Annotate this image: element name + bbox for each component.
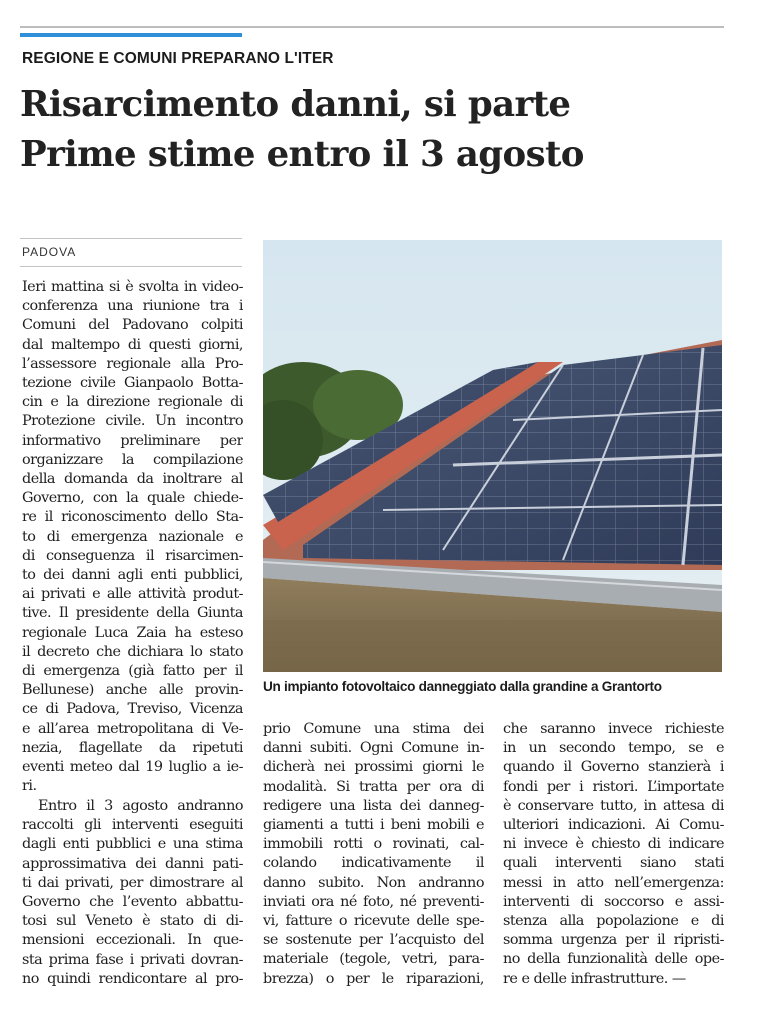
solar-panel-roof-photo (263, 240, 722, 672)
text-line: tosi sul Veneto è stato di di- (22, 913, 243, 930)
text-line: e all’area metropolitana di Ve- (22, 720, 243, 737)
text-line: cin e la direzione regionale di (22, 394, 243, 411)
text-line: colando indicativamente il (263, 855, 484, 872)
text-line: to di emergenza nazionale e (22, 528, 243, 545)
photo-caption: Un impianto fotovoltaico danneggiato dalla grandine a Grantorto (263, 679, 662, 694)
article-photo (263, 240, 722, 672)
text-line: mensioni eccezionali. In que- (22, 932, 243, 949)
column-rule (20, 266, 242, 267)
text-line: della domanda da inoltrare al (22, 471, 243, 488)
text-line: giamenti a tutti i beni mobili e (263, 817, 484, 834)
text-line: no quindi rendicontare al pro- (22, 970, 243, 987)
text-line: regionale Luca Zaia ha esteso (22, 624, 243, 641)
text-line: vi, fatture o ricevute delle spe- (263, 913, 484, 930)
text-line: Governo che l’evento abbattu- (22, 894, 243, 911)
text-line: di emergenza (già fatto per il (22, 663, 243, 680)
text-line: materiale (tegole, vetri, para- (263, 951, 484, 968)
text-line: Bellunese) anche alle provin- (22, 682, 243, 699)
text-line: ri. (22, 778, 37, 795)
text-line: redigere una lista dei danneg- (263, 797, 484, 814)
text-line: Comuni del Padovano colpiti (22, 317, 243, 334)
text-line: danno subito. Non andranno (263, 874, 484, 891)
section-accent-rule (20, 33, 242, 37)
text-line: che saranno invece richieste (503, 721, 724, 737)
text-line: fondi per i ristori. L’importate (503, 778, 724, 795)
column-rule (20, 238, 242, 239)
byline: PADOVA (22, 245, 77, 259)
headline-line-1: Risarcimento danni, si parte (20, 84, 571, 125)
text-line: conferenza una riunione tra i (22, 298, 243, 315)
top-rule (20, 26, 724, 28)
text-line: Entro il 3 agosto andranno (38, 798, 243, 814)
text-line: immobili rotti o rovinati, cal- (263, 836, 484, 853)
text-line: somma urgenza per il ripristi- (503, 932, 724, 949)
text-line: ai privati e alle attività produt- (22, 586, 243, 603)
headline (20, 80, 740, 180)
text-line: ce di Padova, Treviso, Vicenza (22, 701, 243, 718)
headline-line-2: Prime stime entro il 3 agosto (20, 134, 584, 175)
text-line: stenza alla popolazione e di (503, 913, 724, 930)
text-line: ulteriori indicazioni. Ai Comu- (503, 817, 724, 834)
text-line: nezia, flagellate da ripetuti (22, 739, 243, 756)
text-column-2 (263, 720, 484, 989)
text-line: organizzare la compilazione (22, 451, 243, 468)
text-line: informativo preliminare per (22, 432, 243, 449)
text-line: raccolti gli interventi eseguiti (22, 817, 243, 834)
text-line: è conservare tutto, in attesa di (503, 797, 724, 814)
text-column-1 (22, 278, 243, 796)
text-line: il decreto che dichiara lo stato (22, 643, 243, 660)
text-column-1-paragraph-2 (22, 797, 243, 989)
text-line: quali interventi siano stati (503, 855, 724, 872)
text-line: dagli enti pubblici e una stima (22, 836, 243, 853)
text-line: in un secondo tempo, se e (503, 740, 724, 757)
text-line: l’assessore regionale alla Pro- (22, 355, 243, 372)
text-line: eventi meteo dal 19 luglio a ie- (22, 759, 243, 776)
text-line: approssimativa dei danni pati- (22, 855, 243, 872)
text-line: ti dai privati, per dimostrare al (22, 874, 243, 891)
text-line: sta prima fase i privati dovran- (22, 951, 243, 968)
text-line: tive. Il presidente della Giunta (22, 605, 243, 622)
text-line: ni invece è chiesto di indicare (503, 836, 724, 853)
text-line: quando il Governo stanzierà i (503, 759, 724, 776)
text-line: dal maltempo di questi giorni, (22, 336, 243, 353)
text-line: dicherà nei prossimi giorni le (263, 759, 484, 776)
text-line: se sostenute per l’acquisto del (263, 932, 484, 949)
text-line: tezione civile Gianpaolo Botta- (22, 375, 243, 392)
kicker: REGIONE E COMUNI PREPARANO L'ITER (22, 50, 334, 67)
text-line: brezza) o per le riparazioni, (263, 970, 484, 987)
text-line: di conseguenza il risarcimen- (22, 547, 243, 564)
text-line: interventi di soccorso e assi- (503, 893, 724, 910)
text-line: Governo, con la quale chiede- (22, 490, 243, 507)
text-line: messi in atto nell’emergenza: (503, 874, 724, 891)
text-line: modalità. Si tratta per ora di (263, 778, 484, 795)
text-line: re il riconoscimento dello Sta- (22, 509, 243, 526)
text-line: inviati ora né foto, né preventi- (263, 893, 484, 910)
text-line: danni subiti. Ogni Comune in- (263, 740, 484, 757)
text-line: no della funzionalità delle ope- (503, 951, 724, 968)
text-line: Protezione civile. Un incontro (22, 413, 243, 430)
text-line: prio Comune una stima dei (263, 721, 484, 737)
text-column-3 (503, 720, 724, 989)
text-line: re e delle infrastrutture. — (503, 970, 686, 987)
text-line: Ieri mattina si è svolta in video- (22, 279, 243, 295)
text-line: to dei danni agli enti pubblici, (22, 567, 243, 584)
